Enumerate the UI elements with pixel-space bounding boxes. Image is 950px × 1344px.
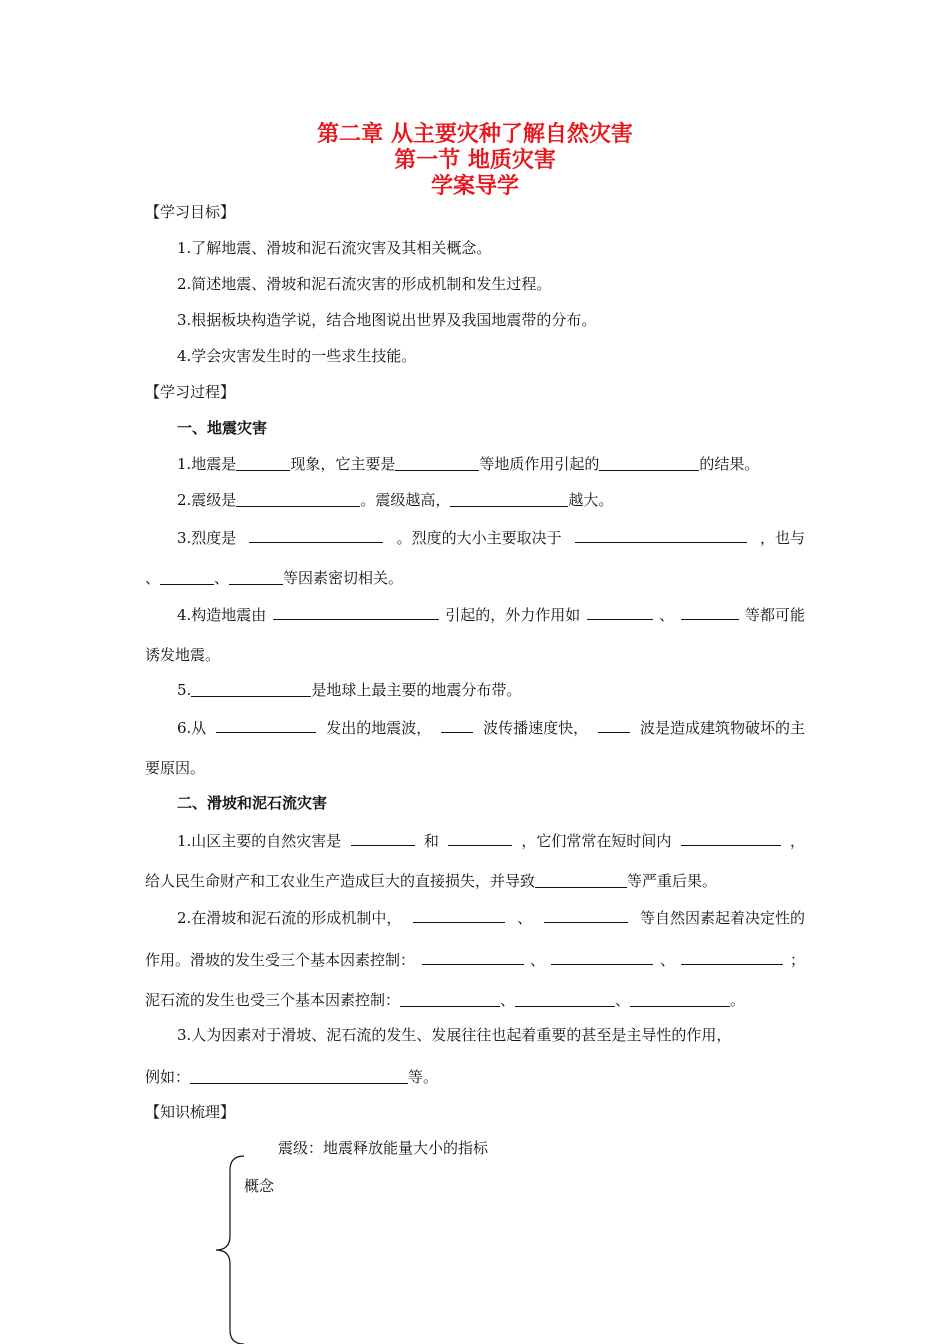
question-text: 2.震级是 [177,491,237,509]
answer-blank[interactable] [351,829,415,846]
question-text: ，它们常常在短时间内 [521,832,672,850]
answer-blank[interactable] [681,603,739,620]
question-p1-6 [177,716,805,738]
objectives-heading: 【学习目标】 [145,203,236,221]
answer-blank[interactable] [599,454,699,471]
answer-blank[interactable] [575,526,747,543]
answer-blank[interactable] [413,906,505,923]
answer-blank[interactable] [544,906,628,923]
answer-blank[interactable] [422,948,524,965]
summary-magnitude: 震级：地震释放能量大小的指标 [278,1139,489,1157]
question-text: 1.山区主要的自然灾害是 [177,832,342,850]
question-text: 、 [214,569,230,587]
answer-blank[interactable] [515,990,615,1007]
question-text: 、 [529,951,545,969]
answer-blank[interactable] [160,568,214,585]
answer-blank[interactable] [400,990,500,1007]
answer-blank[interactable] [681,829,781,846]
objective-item: 3.根据板块构造学说，结合地图说出世界及我国地震带的分布。 [177,311,597,329]
answer-blank[interactable] [273,603,439,620]
answer-blank[interactable] [236,490,360,507]
question-p2-3-cont [145,1067,438,1087]
question-text: 等地质作用引起的 [479,455,600,473]
question-text: 和 [423,832,439,850]
question-text: 的结果。 [699,455,760,473]
question-text: 、 [615,991,631,1009]
objective-item: 4.学会灾害发生时的一些求生技能。 [177,347,417,365]
question-text: 波是造成建筑物破坏的主 [639,719,805,737]
question-text: 发出的地震波， [326,719,432,737]
question-p1-3 [177,526,805,548]
answer-blank[interactable] [249,526,383,543]
question-text: 。烈度的大小主要取决于 [396,529,562,547]
question-text: 作用。滑坡的发生受三个基本因素控制： [145,951,416,969]
question-p1-2 [177,490,613,510]
objective-item: 2.简述地震、滑坡和泥石流灾害的形成机制和发生过程。 [177,275,552,293]
answer-blank[interactable] [587,603,653,620]
question-text: 等因素密切相关。 [283,569,404,587]
part1-heading: 一、地震灾害 [177,419,268,437]
answer-blank[interactable] [450,490,568,507]
answer-blank[interactable] [191,680,311,697]
answer-blank[interactable] [229,568,283,585]
question-text: 、 [517,909,533,927]
question-p1-1 [177,454,759,474]
answer-blank[interactable] [535,871,627,888]
summary-heading: 【知识梳理】 [145,1103,236,1121]
summary-concept: 概念 [244,1177,275,1195]
question-text: 引起的，外力作用如 [445,606,581,624]
question-text: 2.在滑坡和泥石流的形成机制中， [177,909,402,927]
part2-heading: 二、滑坡和泥石流灾害 [177,794,328,812]
question-text: 5. [177,681,192,699]
answer-blank[interactable] [441,716,473,733]
question-p2-2 [177,906,805,928]
objective-item: 1.了解地震、滑坡和泥石流灾害及其相关概念。 [177,239,492,257]
question-text: 越大。 [568,491,614,509]
question-text: ， [789,832,805,850]
question-text: 现象，它主要是 [290,455,396,473]
question-text: 。 [730,991,746,1009]
section-title: 第一节 地质灾害 [394,148,556,173]
question-text: 4.构造地震由 [177,606,267,624]
answer-blank[interactable] [395,454,479,471]
question-text: 波传播速度快， [483,719,589,737]
question-text: 1.地震是 [177,455,237,473]
question-p1-5 [177,680,521,700]
question-p1-4-cont: 诱发地震。 [145,646,221,664]
question-p2-2-cont [145,948,805,970]
answer-blank[interactable] [551,948,653,965]
question-text: 、 [500,991,516,1009]
subtitle: 学案导学 [430,174,519,199]
answer-blank[interactable] [448,829,512,846]
question-text: 泥石流的发生也受三个基本因素控制： [145,991,401,1009]
question-text: 等。 [408,1068,439,1086]
question-p1-3-cont [145,568,403,588]
answer-blank[interactable] [598,716,630,733]
question-text: 等严重后果。 [627,872,718,890]
answer-blank[interactable] [190,1067,408,1084]
question-p2-3: 3.人为因素对于滑坡、泥石流的发生、发展往往也起着重要的甚至是主导性的作用， [177,1026,732,1044]
answer-blank[interactable] [216,716,316,733]
question-text: ，也与 [759,529,805,547]
question-p2-1-cont [145,871,717,891]
question-text: 例如： [145,1068,191,1086]
curly-brace-icon [210,1154,250,1344]
question-text: 、 [659,951,675,969]
question-text: 等都可能 [744,606,805,624]
question-p1-6-cont: 要原因。 [145,759,206,777]
question-text: 是地球上最主要的地震分布带。 [311,681,522,699]
question-text: 6.从 [177,719,207,737]
chapter-title: 第二章 从主要灾种了解自然灾害 [317,122,633,147]
answer-blank[interactable] [681,948,783,965]
question-text: ； [789,951,805,969]
question-p2-1 [177,829,805,851]
process-heading: 【学习过程】 [145,383,236,401]
question-p1-4 [177,603,805,625]
answer-blank[interactable] [236,454,290,471]
question-text: 。震级越高， [360,491,451,509]
answer-blank[interactable] [630,990,730,1007]
question-text: 等自然因素起着决定性的 [639,909,805,927]
question-text: 3.烈度是 [177,529,237,547]
question-text: 给人民生命财产和工农业生产造成巨大的直接损失，并导致 [145,872,536,890]
question-p2-2-cont2 [145,990,745,1010]
question-text: 、 [659,606,675,624]
question-text: 、 [145,569,161,587]
